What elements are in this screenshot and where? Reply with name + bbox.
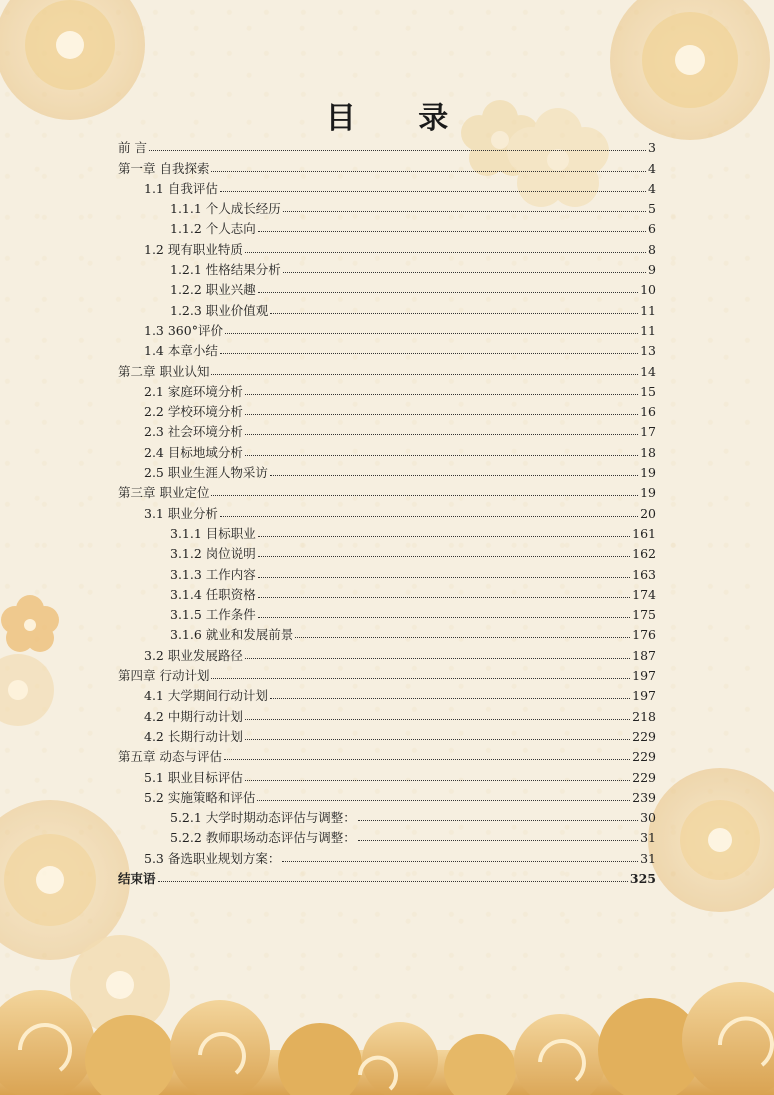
- toc-entry[interactable]: [118, 845, 656, 865]
- toc-entry-leader: [258, 230, 646, 232]
- toc-entry-leader: [258, 555, 630, 557]
- toc-entry-leader: [258, 535, 630, 537]
- toc-entry-leader: [245, 454, 638, 456]
- toc-entry-leader: [270, 474, 638, 476]
- toc-entry-label: 第二章 职业认知: [118, 363, 210, 379]
- toc-entry-leader: [220, 352, 638, 354]
- toc-entry[interactable]: [118, 480, 656, 500]
- toc-entry[interactable]: [118, 561, 656, 581]
- toc-entry-page-number: 19: [640, 485, 656, 501]
- toc-entry-page-number: 197: [632, 688, 656, 704]
- toc-entry-label: 2.1 家庭环境分析: [144, 383, 243, 399]
- toc-entry-label: 5.3 备选职业规划方案：: [144, 850, 281, 866]
- toc-entry[interactable]: [118, 439, 656, 459]
- toc-entry-label: 5.2.2 教师职场动态评估与调整：: [170, 830, 356, 846]
- toc-entry-label: 1.2.1 性格结果分析: [170, 262, 281, 278]
- toc-entry-leader: [211, 373, 638, 375]
- toc-entry-leader: [220, 515, 638, 517]
- toc-entry-label: 1.3 360°评价: [144, 322, 223, 338]
- toc-entry[interactable]: [118, 521, 656, 541]
- toc-entry-page-number: 19: [640, 465, 656, 481]
- toc-entry-label: 第四章 行动计划: [118, 668, 210, 684]
- toc-entry-leader: [245, 413, 638, 415]
- toc-entry[interactable]: [118, 216, 656, 236]
- toc-entry-page-number: 3: [648, 140, 656, 156]
- toc-entry[interactable]: [118, 419, 656, 439]
- toc-entry-label: 第三章 职业定位: [118, 485, 210, 501]
- toc-entry-label: 4.2 中期行动计划: [144, 708, 243, 724]
- toc-entry-page-number: 6: [648, 221, 656, 237]
- toc-entry-leader: [245, 779, 630, 781]
- toc-entry-page-number: 10: [640, 282, 656, 298]
- toc-entry[interactable]: [118, 277, 656, 297]
- toc-entry-leader: [245, 657, 630, 659]
- toc-entry-label: 1.2.3 职业价值观: [170, 302, 269, 318]
- toc-entry-page-number: 239: [632, 789, 656, 805]
- toc-entry-page-number: 325: [629, 870, 656, 886]
- toc-entry-page-number: 176: [632, 627, 656, 643]
- toc-entry-leader: [245, 738, 630, 740]
- toc-entry-page-number: 229: [632, 769, 656, 785]
- toc-entry-leader: [258, 291, 638, 293]
- toc-entry[interactable]: [118, 399, 656, 419]
- toc-entry-label: 1.2.2 职业兴趣: [170, 282, 256, 298]
- toc-entry[interactable]: [118, 155, 656, 175]
- toc-entry[interactable]: [118, 358, 656, 378]
- toc-entry-label: 1.2 现有职业特质: [144, 241, 243, 257]
- toc-entry[interactable]: [118, 257, 656, 277]
- toc-entry[interactable]: [118, 196, 656, 216]
- toc-entry-leader: [283, 271, 646, 273]
- page-title: 目 录: [325, 101, 475, 136]
- toc-entry-page-number: 11: [640, 322, 656, 338]
- toc-entry-leader: [245, 718, 630, 720]
- toc-entry[interactable]: [118, 318, 656, 338]
- toc-entry-label: 3.1.2 岗位说明: [170, 546, 256, 562]
- toc-entry-label: 3.1.6 就业和发展前景: [170, 627, 294, 643]
- toc-entry-leader: [211, 677, 630, 679]
- toc-entry-leader: [245, 433, 638, 435]
- toc-entry[interactable]: [118, 663, 656, 683]
- toc-entry-page-number: 31: [640, 830, 656, 846]
- toc-entry[interactable]: [118, 602, 656, 622]
- toc-entry-label: 4.1 大学期间行动计划: [144, 688, 268, 704]
- toc-entry-page-number: 15: [640, 383, 656, 399]
- toc-entry-leader: [220, 190, 646, 192]
- toc-entry-label: 2.4 目标地域分析: [144, 444, 243, 460]
- flower-left-middle-icon: [0, 595, 59, 726]
- toc-entry[interactable]: [118, 379, 656, 399]
- toc-entry[interactable]: [118, 642, 656, 662]
- toc-entry-leader: [225, 332, 638, 334]
- toc-entry-page-number: 161: [632, 525, 656, 541]
- toc-entry-leader: [258, 596, 630, 598]
- toc-entry[interactable]: [118, 338, 656, 358]
- toc-entry-label: 结束语: [118, 870, 156, 886]
- toc-entry-page-number: 5: [648, 201, 656, 217]
- toc-entry[interactable]: [118, 764, 656, 784]
- toc-entry-leader: [245, 393, 638, 395]
- toc-entry-page-number: 187: [632, 647, 656, 663]
- toc-entry-page-number: 17: [640, 424, 656, 440]
- toc-entry[interactable]: [118, 236, 656, 256]
- toc-entry-label: 1.4 本章小结: [144, 343, 218, 359]
- toc-entry-label: 4.2 长期行动计划: [144, 728, 243, 744]
- toc-entry-label: 5.2 实施策略和评估: [144, 789, 256, 805]
- toc-entry-label: 3.1.3 工作内容: [170, 566, 256, 582]
- flower-right-lower-icon: [648, 768, 774, 912]
- toc-entry-leader: [211, 494, 638, 496]
- toc-entry[interactable]: [118, 297, 656, 317]
- toc-entry-page-number: 9: [648, 262, 656, 278]
- toc-entry-page-number: 163: [632, 566, 656, 582]
- toc-entry-leader: [258, 576, 630, 578]
- toc-entry-leader: [282, 860, 638, 862]
- toc-entry[interactable]: [118, 582, 656, 602]
- toc-entry-leader: [358, 839, 638, 841]
- toc-entry-leader: [270, 697, 630, 699]
- toc-entry-page-number: 11: [640, 302, 656, 318]
- toc-entry-leader: [245, 251, 646, 253]
- toc-entry-leader: [270, 312, 638, 314]
- toc-entry-page-number: 20: [640, 505, 656, 521]
- toc-entry[interactable]: [118, 176, 656, 196]
- toc-entry-page-number: 218: [632, 708, 656, 724]
- toc-entry[interactable]: [118, 785, 656, 805]
- toc-entry-label: 5.2.1 大学时期动态评估与调整：: [170, 810, 356, 826]
- toc-entry-page-number: 13: [640, 343, 656, 359]
- toc-entry-leader: [358, 819, 638, 821]
- toc-entry-leader: [283, 210, 646, 212]
- toc-entry-page-number: 175: [632, 607, 656, 623]
- toc-entry-label: 第五章 动态与评估: [118, 749, 222, 765]
- toc-entry[interactable]: [118, 825, 656, 845]
- toc-entry[interactable]: [118, 724, 656, 744]
- toc-entry[interactable]: [118, 135, 656, 155]
- toc-entry-label: 1.1 自我评估: [144, 180, 218, 196]
- toc-entry-page-number: 8: [648, 241, 656, 257]
- toc-entry[interactable]: [118, 460, 656, 480]
- toc-entry-label: 3.1.1 目标职业: [170, 525, 256, 541]
- toc-entry[interactable]: [118, 500, 656, 520]
- toc-entry-label: 1.1.2 个人志向: [170, 221, 256, 237]
- toc-entry-leader: [211, 170, 646, 172]
- toc-entry-page-number: 174: [632, 586, 656, 602]
- toc-entry[interactable]: [118, 744, 656, 764]
- toc-entry-label: 3.1 职业分析: [144, 505, 218, 521]
- toc-entry-page-number: 4: [648, 180, 656, 196]
- toc-entry-label: 2.2 学校环境分析: [144, 404, 243, 420]
- toc-entry-leader: [158, 880, 628, 882]
- toc-entry-page-number: 229: [632, 749, 656, 765]
- toc-entry-label: 2.3 社会环境分析: [144, 424, 243, 440]
- toc-entry-label: 前 言: [118, 140, 147, 156]
- toc-entry-leader: [257, 799, 630, 801]
- toc-entry[interactable]: [118, 866, 656, 886]
- toc-entry-label: 第一章 自我探索: [118, 160, 210, 176]
- toc-entry-leader: [149, 149, 646, 151]
- toc-entry-label: 3.2 职业发展路径: [144, 647, 243, 663]
- toc-entry-label: 2.5 职业生涯人物采访: [144, 465, 268, 481]
- toc-entry-leader: [258, 616, 630, 618]
- toc-entry-page-number: 30: [640, 810, 656, 826]
- toc-entry-page-number: 16: [640, 404, 656, 420]
- toc-entry-label: 5.1 职业目标评估: [144, 769, 243, 785]
- toc-entry-page-number: 229: [632, 728, 656, 744]
- toc-entry-label: 3.1.4 任职资格: [170, 586, 256, 602]
- toc-entry-page-number: 197: [632, 668, 656, 684]
- toc-entry[interactable]: [118, 622, 656, 642]
- toc-entry[interactable]: [118, 541, 656, 561]
- toc-entry-label: 3.1.5 工作条件: [170, 607, 256, 623]
- toc-entry-page-number: 14: [640, 363, 656, 379]
- toc-entry-leader: [224, 758, 630, 760]
- toc-entry-label: 1.1.1 个人成长经历: [170, 201, 281, 217]
- toc-entry-leader: [295, 636, 630, 638]
- toc-entry-page-number: 31: [640, 850, 656, 866]
- toc-entry-page-number: 18: [640, 444, 656, 460]
- toc-entry[interactable]: [118, 805, 656, 825]
- toc-entry-page-number: 162: [632, 546, 656, 562]
- toc-entry[interactable]: [118, 703, 656, 723]
- toc-entry[interactable]: [118, 683, 656, 703]
- table-of-contents: [118, 135, 656, 886]
- toc-entry-page-number: 4: [648, 160, 656, 176]
